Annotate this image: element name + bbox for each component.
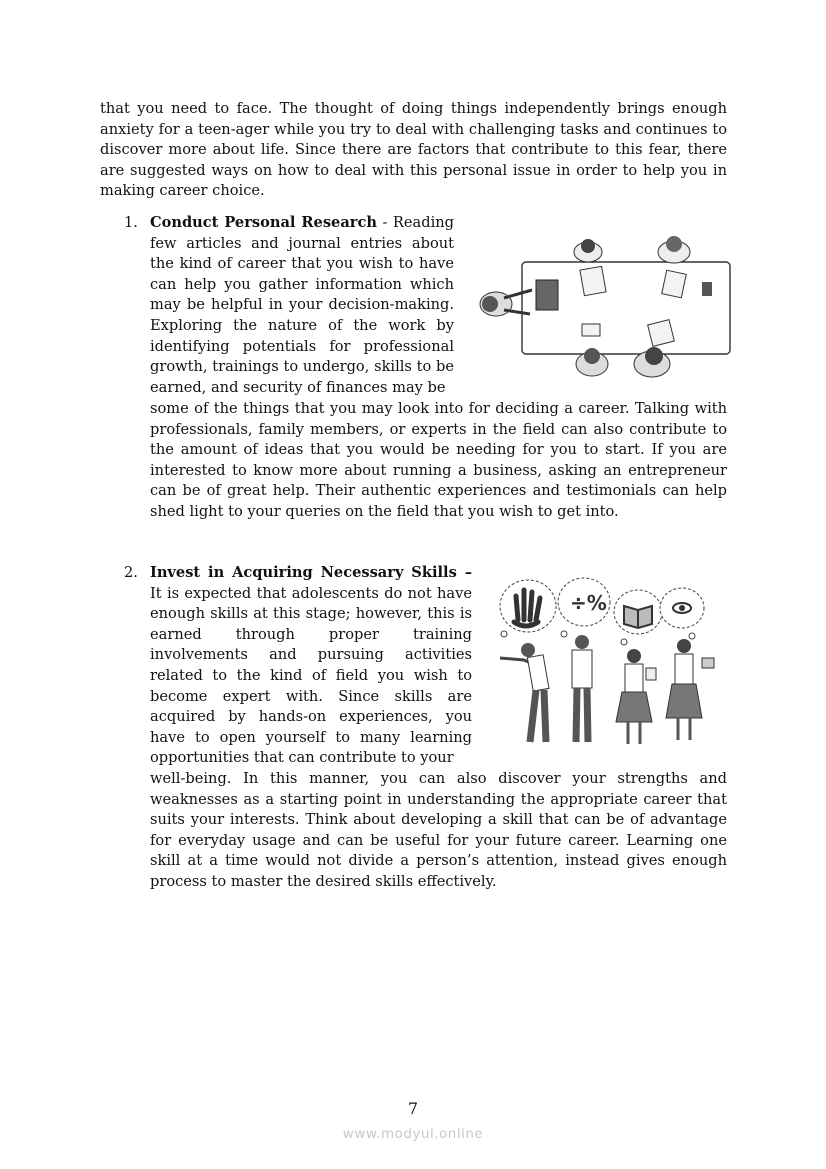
item-number-2: 2. <box>124 564 138 581</box>
page-number: 7 <box>407 1099 419 1118</box>
item-1-body-wrapped: Reading few articles and journal entries about the kind of career that you wish to have can help you gather information which may be helpful in your decision-making. Exploring the nature of the work by identifying potentials for professional growth, trainings to undergo, skills to be earned, and security of finances may be <box>150 214 454 396</box>
watermark: www.modyul.online <box>342 1126 484 1142</box>
item-2-separator: – <box>456 564 472 581</box>
meeting-table-illustration <box>474 232 736 392</box>
item-2-wrapped-text <box>150 563 472 769</box>
item-number-1: 1. <box>124 214 138 231</box>
item-2-body-wrapped: It is expected that adolescents do not have enough skills at this stage; however, this is earned through proper training involvements and pursuing activities related to the kind of field you wish to become expert with. Since skills are acquired by hands-on experiences, you have to open yourself to many learning opportunities that can contribute to your <box>150 584 472 767</box>
item-1-wrapped-text <box>150 213 454 398</box>
item-2-title: Invest in Acquiring Necessary Skills <box>150 564 457 581</box>
intro-paragraph: that you need to face. The thought of doing things independently brings enough anxiety for a teen-ager while you try to deal with challenging tasks and continues to discover more about life. Since there are factors that contribute to this fear, there are suggested ways on how to deal with this personal issue in order to help you in making career choice. <box>100 100 727 200</box>
item-2-body-rest: well-being. In this manner, you can also discover your strengths and weaknesses as a starting point in understanding the appropriate career that suits your interests. Think about developing a skill that can be of advantage for everyday usage and can be useful for your future career. Learning one skill at a time would not divide a person’s attention, instead gives enough process to master the desired skills effectively. <box>150 770 727 890</box>
item-1-separator: - <box>376 214 393 231</box>
item-1-body-rest: some of the things that you may look into for deciding a career. Talking with professionals, family members, or experts in the field can also contribute to the amount of ideas that you would be needing for you to start. If you are interested to know more about running a business, asking an entrepreneur can be of great help. Their authentic experiences and testimonials can help shed light to your queries on the field that you wish to get into. <box>150 400 727 520</box>
item-1-title: Conduct Personal Research <box>150 214 377 231</box>
svg-text:÷%: ÷% <box>570 591 607 615</box>
skills-people-illustration <box>492 572 726 750</box>
